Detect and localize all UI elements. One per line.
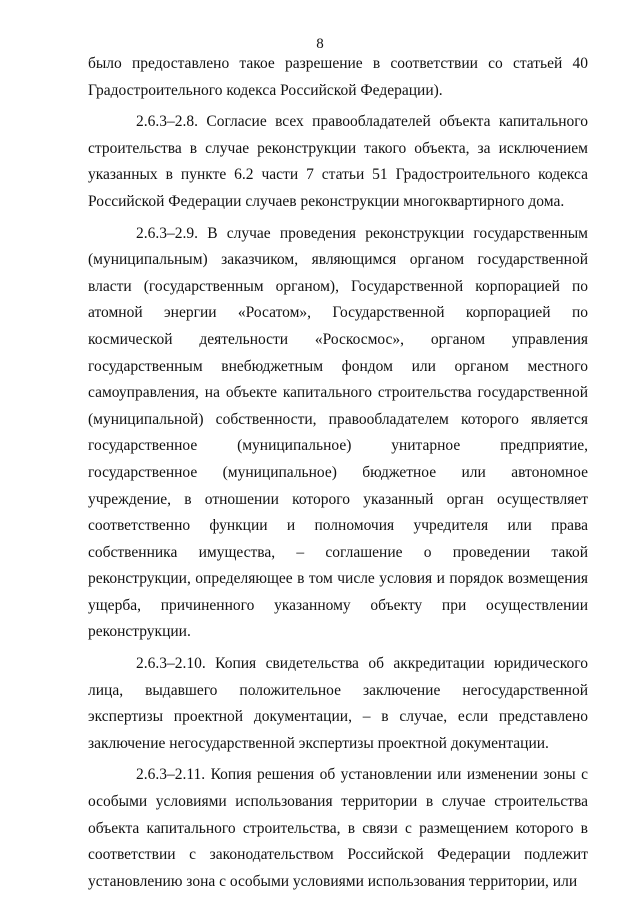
paragraph-continuation: было предоставлено такое разрешение в соответствии со статьей 40 Градостроительного кодекса Российской Федерации). [88,55,588,99]
document-body [88,51,588,895]
paragraph-2-6-3-2-10: 2.6.3–2.10. Копия свидетельства об аккредитации юридического лица, выдавшего положительное заключение негосударственной экспертизы проектной документации, – в случае, если представлено заключение негосударственной экспертизы проектной документации. [88,655,588,752]
paragraph-2-6-3-2-11: 2.6.3–2.11. Копия решения об установлении или изменении зоны с особыми условиями использования территории в случае строительства объекта капитального строительства, в связи с размещением которого в соответствии с законодательством Российской Федерации подлежит установлению зона с особыми условиями использования территории, или [88,766,588,890]
paragraph-2-6-3-2-9: 2.6.3–2.9. В случае проведения реконструкции государственным (муниципальным) заказчиком, являющимся органом государственной власти (государственным органом), Государственной корпорацией по атомной энергии «Росатом», Государственной корпорацией по космической деятельности «Роскосмос», органом управления государственным внебюджетным фондом или органом местного самоуправления, на объекте капитального строительства государственной (муниципальной) собственности, правообладателем которого является государственное (муниципальное) унитарное предприятие, государственное (муниципальное) бюджетное или автономное учреждение, в отношении которого указанный орган осуществляет соответственно функции и полномочия учредителя или права собственника имущества, – соглашение о проведении такой реконструкции, определяющее в том числе условия и порядок возмещения ущерба, причиненного указанному объекту при осуществлении реконструкции. [88,224,588,641]
page-number: 8 [316,36,324,52]
paragraph-2-6-3-2-8: 2.6.3–2.8. Согласие всех правообладателей объекта капитального строительства в случае реконструкции такого объекта, за исключением указанных в пункте 6.2 части 7 статьи 51 Градостроительного кодекса Российской Федерации случаев реконструкции многоквартирного дома. [88,113,588,210]
